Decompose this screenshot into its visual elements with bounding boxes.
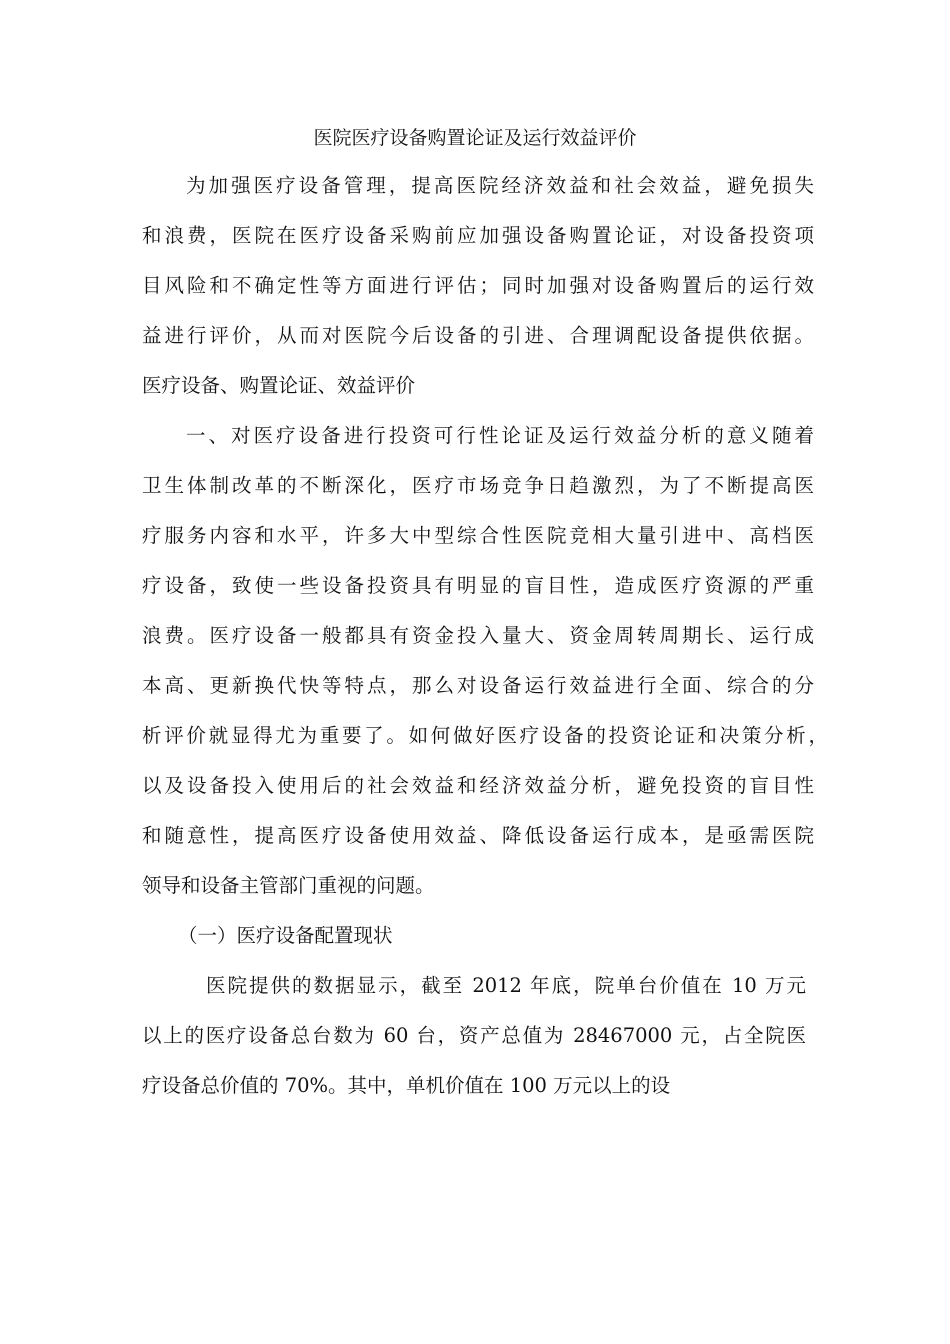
section-heading: （一）医疗设备配置现状 [178, 924, 393, 947]
text-line-1: 为加强医疗设备管理，提高医院经济效益和社会效益，避免损失 [186, 174, 814, 197]
text-line-2: 和浪费，医院在医疗设备采购前应加强设备购置论证，对设备投资项 [142, 224, 814, 247]
text-line-17: 医院提供的数据显示，截至 2012 年底，院单台价值在 10 万元 [206, 974, 806, 997]
text-line-7: 卫生体制改革的不断深化，医疗市场竞争日趋激烈，为了不断提高医 [142, 474, 814, 497]
text-line-6: 一、对医疗设备进行投资可行性论证及运行效益分析的意义随着 [186, 424, 814, 447]
keywords-line: 医疗设备、购置论证、效益评价 [142, 374, 416, 397]
text-line-14: 和随意性，提高医疗设备使用效益、降低设备运行成本，是亟需医院 [142, 824, 814, 847]
text-line-12: 析评价就显得尤为重要了。如何做好医疗设备的投资论证和决策分析， [142, 724, 828, 747]
text-line-15: 领导和设备主管部门重视的问题。 [142, 874, 435, 897]
text-line-3: 目风险和不确定性等方面进行评估；同时加强对设备购置后的运行效 [142, 274, 814, 297]
text-line-13: 以及设备投入使用后的社会效益和经济效益分析，避免投资的盲目性 [142, 774, 814, 797]
text-line-19: 疗设备总价值的 70%。其中，单机价值在 100 万元以上的设 [142, 1074, 671, 1097]
text-line-11: 本高、更新换代快等特点，那么对设备运行效益进行全面、综合的分 [142, 674, 814, 697]
text-line-8: 疗服务内容和水平，许多大中型综合性医院竞相大量引进中、高档医 [142, 524, 814, 547]
text-line-4: 益进行评价，从而对医院今后设备的引进、合理调配设备提供依据。 [142, 324, 814, 347]
text-line-18: 以上的医疗设备总台数为 60 台，资产总值为 28467000 元，占全院医 [142, 1024, 806, 1047]
text-line-10: 浪费。医疗设备一般都具有资金投入量大、资金周转周期长、运行成 [142, 624, 814, 647]
text-line-9: 疗设备，致使一些设备投资具有明显的盲目性，造成医疗资源的严重 [142, 574, 814, 597]
document-title: 医院医疗设备购置论证及运行效益评价 [313, 127, 637, 149]
